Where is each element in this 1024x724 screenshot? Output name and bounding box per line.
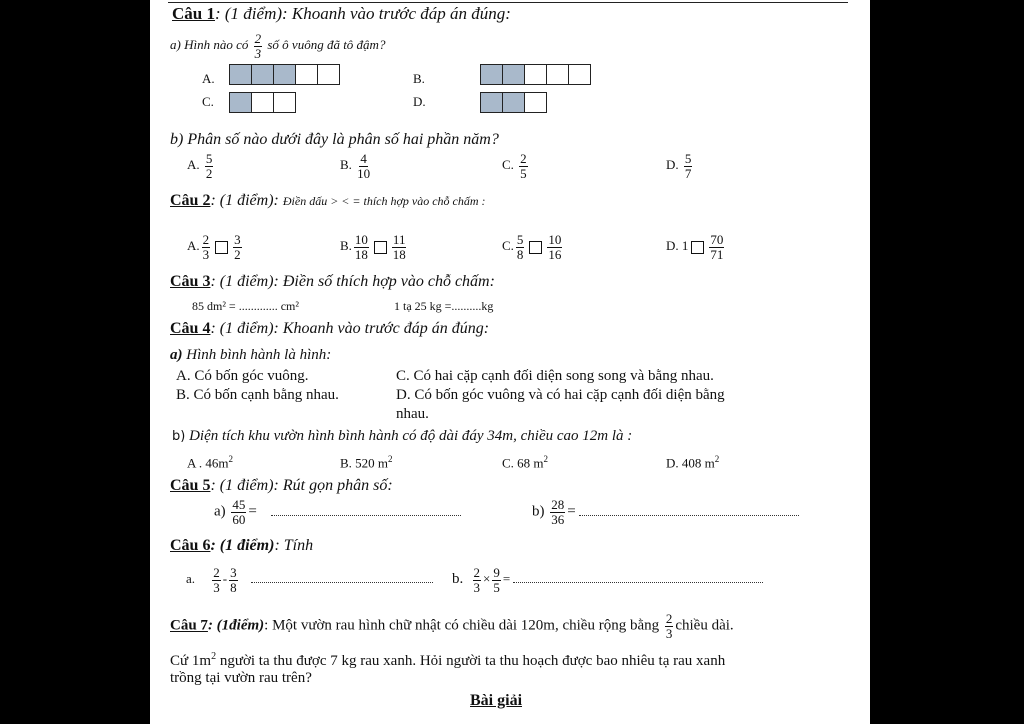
grid-cell [568, 64, 591, 85]
q4b-option-c[interactable] [502, 454, 548, 471]
option-label: C. [502, 455, 514, 471]
grid-cell [546, 64, 569, 85]
fraction-numerator: 3 [230, 565, 237, 580]
q1b-option-d[interactable] [666, 152, 694, 180]
option-fraction [357, 152, 370, 180]
fraction-denominator: 18 [354, 246, 368, 262]
fraction-numerator: 2 [473, 565, 480, 580]
q4b-option-b[interactable] [340, 454, 393, 471]
q1a-text-before: a) Hình nào có [170, 37, 249, 53]
q2-heading [170, 192, 486, 210]
q1-instruction: : (1 điểm): Khoanh vào trước đáp án đúng: [214, 4, 511, 23]
q1a-text-after: số ô vuông đã tô đậm? [267, 37, 386, 53]
item-label: b) [532, 503, 545, 520]
q4a-question: Hình bình hành là hình: [186, 347, 332, 363]
q7-text-3a: Cứ 1m [170, 653, 212, 669]
grid-cell [295, 64, 318, 85]
grid-cell-shaded [502, 64, 525, 85]
q4a-option-d-cont: nhau. [396, 406, 429, 422]
answer-box[interactable] [529, 241, 542, 254]
grid-cell-shaded [229, 92, 252, 113]
q5-item-b: b) $\frac{28}{36}$ = [532, 498, 799, 526]
fraction-right [547, 233, 562, 261]
q5-heading [170, 477, 393, 495]
item-label: D. [666, 238, 679, 254]
fraction-numerator: 5 [205, 151, 213, 166]
q3-heading [170, 273, 495, 291]
answer-box[interactable] [691, 241, 704, 254]
fraction-numerator: 11 [392, 232, 406, 247]
grid-cell [273, 92, 296, 113]
q2-label: Câu 2 [170, 192, 211, 209]
unit-exponent: 2 [211, 651, 217, 662]
fraction-denominator: 5 [493, 579, 500, 595]
q3-instruction: : Điền số thích hợp vào chỗ chấm: [273, 273, 495, 290]
q4a-prefix: a) [170, 347, 187, 363]
q7-line-3: trồng tại vườn rau trên? [170, 670, 312, 686]
grid-cell-shaded [480, 92, 503, 113]
solution-heading: Bài giải [470, 692, 523, 709]
fraction-right [229, 566, 238, 594]
fraction-denominator: 3 [213, 579, 220, 595]
fraction-denominator: 7 [684, 165, 692, 181]
q4a-option-d[interactable]: D. Có bốn góc vuông và có hai cặp cạnh đối diện bằng [396, 387, 725, 403]
fraction-denominator: 18 [392, 246, 406, 262]
option-fraction [684, 152, 693, 180]
fraction-right [233, 233, 242, 261]
answer-box[interactable] [374, 241, 387, 254]
fraction-numerator: 2 [665, 611, 673, 626]
option-value: 68 m [517, 455, 544, 471]
q4b-option-d[interactable] [666, 454, 719, 471]
q1a-option-b-label[interactable]: B. [413, 71, 425, 86]
fraction-left [354, 233, 369, 261]
q6-item-a [186, 566, 433, 594]
operator: × [483, 571, 491, 587]
answer-line[interactable] [579, 515, 799, 516]
fraction-denominator: 8 [230, 579, 237, 595]
q3-label: Câu 3 [170, 273, 211, 290]
option-label: A . [187, 455, 203, 471]
q3-points: : (1 điểm) [210, 273, 274, 290]
q7-text-3b: người ta thu được 7 kg rau xanh. Hỏi người ta thu hoạch được bao nhiêu tạ rau xanh [216, 653, 726, 669]
fraction-numerator: 70 [710, 232, 724, 247]
grid-cell [317, 64, 340, 85]
q4b-option-a[interactable] [187, 454, 233, 471]
option-label: D. [666, 157, 679, 173]
q7-line-1 [170, 612, 734, 640]
q7-label: Câu 7 [170, 617, 208, 634]
grid-cell-shaded [480, 64, 503, 85]
q1a-option-d-grid[interactable] [481, 92, 547, 113]
q5-instruction: : Rút gọn phân số: [273, 477, 393, 494]
fraction-numerator: 2 [202, 232, 210, 247]
item-label: a) [214, 503, 226, 520]
fraction-denominator: 10 [357, 165, 371, 181]
fraction-numerator: 45 [232, 497, 246, 512]
fraction-left [212, 566, 221, 594]
option-value: 408 m [681, 455, 715, 471]
fraction-denominator: 2 [234, 246, 241, 262]
unit-exponent: 2 [543, 454, 549, 464]
option-value: 520 m [355, 455, 389, 471]
item-label: B. [340, 238, 352, 254]
q1-label: Câu 1 [172, 4, 215, 23]
item-label: A. [187, 238, 200, 254]
q4-label: Câu 4 [170, 320, 211, 337]
q1a-option-c-label[interactable]: C. [202, 94, 214, 109]
q1a-fraction [254, 32, 263, 60]
option-label: D. [666, 455, 679, 471]
answer-line[interactable] [271, 515, 461, 516]
fraction-denominator: 60 [232, 511, 246, 527]
answer-line[interactable] [251, 582, 433, 583]
q7-text-2: chiều dài. [675, 617, 734, 634]
fraction-numerator: 10 [354, 232, 368, 247]
q2-points: : (1 điểm): [210, 192, 283, 209]
q5-item-a: a) $\frac{45}{60}$ = [214, 498, 461, 526]
fraction-denominator: 36 [551, 511, 565, 527]
option-fraction [205, 152, 214, 180]
grid-cell-shaded [502, 92, 525, 113]
q4a-option-c[interactable]: C. Có hai cặp cạnh đối diện song song và bằng nhau. [396, 368, 714, 384]
q1a-text [170, 32, 385, 60]
q4-instruction: : Khoanh vào trước đáp án đúng: [273, 320, 490, 337]
q6-points: : (1 điểm) [210, 537, 275, 554]
answer-box[interactable] [215, 241, 228, 254]
fraction-right [392, 233, 407, 261]
q6-item-b: b. $\frac{2}{3}$ × $\frac{9}{5}$ = [452, 566, 763, 594]
q3-item-1[interactable]: 85 dm² = ............. cm² [192, 299, 299, 313]
q4-points: : (1 điểm) [210, 320, 274, 337]
unit-exponent: 2 [388, 454, 393, 464]
fraction-denominator: 2 [205, 165, 213, 181]
fraction-numerator: 2 [520, 151, 527, 166]
q1b-option-b[interactable] [340, 152, 372, 180]
grid-cell [524, 64, 547, 85]
q4b-question: Diện tích khu vườn hình bình hành có độ dài đáy 34m, chiều cao 12m là : [189, 428, 633, 444]
q4a-option-b[interactable]: B. Có bốn cạnh bằng nhau. [176, 387, 339, 403]
q7-fraction [665, 612, 674, 640]
item-fraction [231, 498, 246, 526]
q5-points: : (1 điểm) [210, 477, 274, 494]
option-label: B. [340, 455, 352, 471]
option-fraction [519, 152, 528, 180]
fraction-left [473, 566, 482, 594]
fraction-numerator: 2 [213, 565, 220, 580]
unit-exponent: 2 [714, 454, 720, 464]
q1a-option-b-grid[interactable] [481, 64, 591, 85]
option-value: 46m [205, 455, 229, 471]
fraction-numerator: 28 [551, 497, 565, 512]
q1a-option-a-label[interactable]: A. [202, 71, 215, 86]
item-label: b. [452, 571, 464, 588]
unit-exponent: 2 [228, 454, 234, 464]
grid-cell [524, 92, 547, 113]
fraction-numerator: 10 [548, 232, 562, 247]
q6-heading [170, 537, 313, 555]
q1-heading [172, 4, 511, 24]
fraction-denominator: 3 [665, 625, 673, 641]
fraction-right [492, 566, 501, 594]
fraction-denominator: 3 [254, 45, 262, 61]
q2-item-c [502, 233, 564, 261]
answer-line[interactable] [513, 582, 763, 583]
worksheet-page [150, 0, 870, 724]
q1a-option-c-grid[interactable] [230, 92, 296, 113]
q1a-option-a-grid[interactable] [230, 64, 340, 85]
fraction-right [709, 233, 724, 261]
fraction-numerator: 5 [684, 151, 692, 166]
q2-item-a [187, 233, 244, 261]
q4a-text [170, 347, 331, 364]
grid-cell-shaded [273, 64, 296, 85]
fraction-left [516, 233, 525, 261]
fraction-numerator: 4 [360, 151, 367, 166]
q6-instruction: : Tính [274, 537, 314, 554]
fraction-numerator: 9 [493, 565, 500, 580]
q4a-option-a[interactable]: A. Có bốn góc vuông. [176, 368, 309, 384]
q4b-prefix: b) [172, 429, 186, 444]
fraction-denominator: 5 [520, 165, 527, 181]
whole-number: 1 [681, 238, 689, 254]
fraction-left [202, 233, 211, 261]
fraction-numerator: 2 [254, 31, 262, 46]
grid-cell-shaded [229, 64, 252, 85]
item-fraction [550, 498, 565, 526]
q6-label: Câu 6 [170, 537, 211, 554]
option-label: A. [187, 157, 200, 173]
q1b-option-c[interactable] [502, 152, 530, 180]
q1a-option-d-label[interactable]: D. [413, 94, 426, 109]
top-rule [168, 2, 848, 3]
q3-item-2[interactable]: 1 tạ 25 kg =..........kg [394, 299, 494, 313]
q7-points: : (1điểm) [207, 617, 265, 634]
q4b-text [172, 428, 632, 445]
fraction-denominator: 3 [473, 579, 480, 595]
q5-label: Câu 5 [170, 477, 211, 494]
q2-item-d [666, 233, 726, 261]
fraction-denominator: 3 [202, 246, 210, 262]
item-label: C. [502, 238, 514, 254]
grid-cell [251, 92, 274, 113]
item-label: a. [186, 571, 196, 587]
q2-instruction: Điền dấu > < = thích hợp vào chỗ chấm : [282, 194, 486, 208]
grid-cell-shaded [251, 64, 274, 85]
q7-text-1: : Một vườn rau hình chữ nhật có chiều dài 120m, chiều rộng bằng [264, 617, 660, 634]
q7-line-2 [170, 651, 725, 670]
fraction-denominator: 16 [548, 246, 562, 262]
q1b-text: b) Phân số nào dưới đây là phân số hai phần năm? [170, 131, 499, 148]
q2-item-b [340, 233, 408, 261]
fraction-numerator: 3 [234, 232, 241, 247]
option-label: C. [502, 157, 514, 173]
option-label: B. [340, 157, 352, 173]
fraction-numerator: 5 [516, 232, 524, 247]
fraction-denominator: 71 [710, 246, 724, 262]
q4-heading [170, 320, 489, 338]
operator: - [222, 571, 228, 587]
q1b-option-a[interactable] [187, 152, 215, 180]
fraction-denominator: 8 [516, 246, 524, 262]
